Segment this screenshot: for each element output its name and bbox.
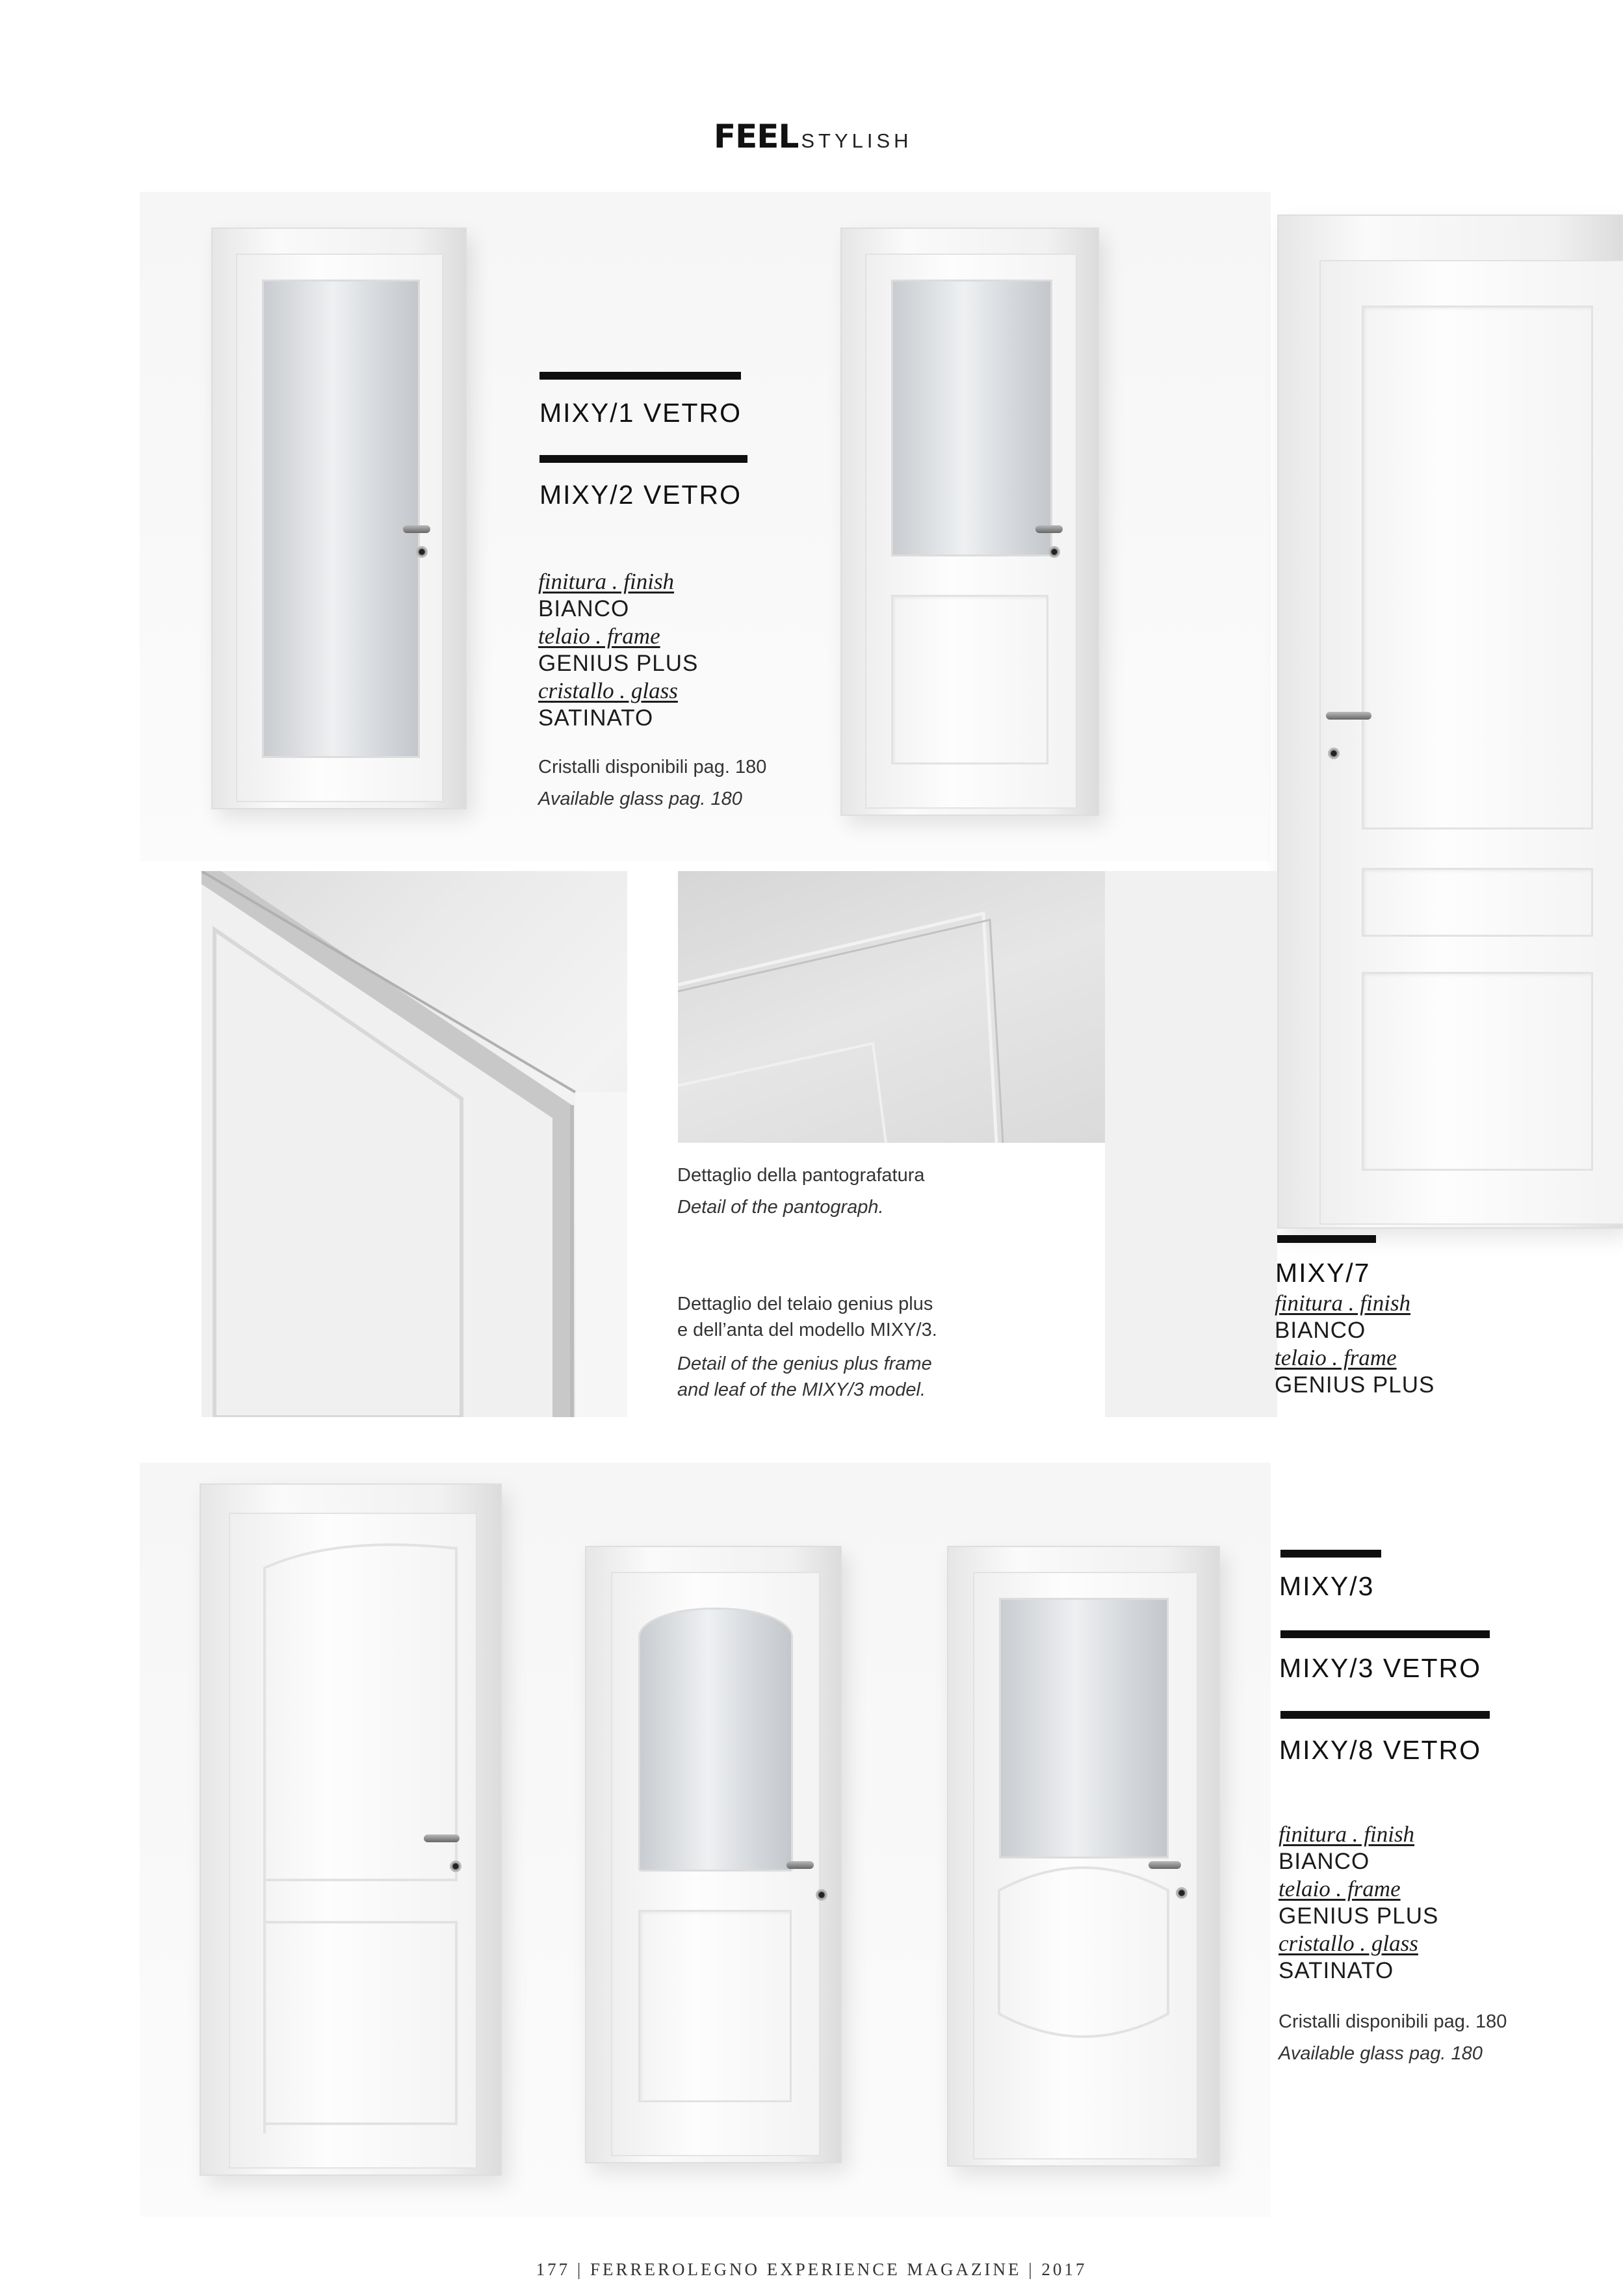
door-mixy-3 [200, 1483, 502, 2176]
model-name: MIXY/7 [1275, 1258, 1371, 1288]
spec-list [1279, 1821, 1438, 1985]
model-name: MIXY/2 VETRO [539, 480, 742, 510]
caption-en: Detail of the pantograph. [677, 1197, 884, 1218]
spec-value: BIANCO [1275, 1318, 1366, 1343]
pantograph-drawing [678, 871, 1105, 1143]
model-name: MIXY/3 [1279, 1571, 1375, 1601]
spec-label: finitura . finish [1279, 1821, 1415, 1847]
spec-value: GENIUS PLUS [538, 651, 699, 676]
divider-bar [539, 372, 741, 380]
caption-it: e dell’anta del modello MIXY/3. [677, 1320, 937, 1340]
divider-bar [539, 455, 747, 463]
door-mixy-1-vetro [211, 228, 467, 809]
divider-bar [1280, 1711, 1490, 1719]
spec-label: telaio . frame [1275, 1345, 1397, 1370]
frame-caption [677, 1291, 937, 1403]
note-en: Available glass pag. 180 [538, 789, 742, 809]
spec-label: telaio . frame [1279, 1876, 1401, 1901]
door-mixy-8-vetro [947, 1546, 1220, 2167]
door-mixy-7 [1277, 215, 1623, 1229]
spec-value: GENIUS PLUS [1275, 1372, 1435, 1398]
pantograph-detail-photo [678, 871, 1105, 1143]
section-name: STYLISH [801, 129, 913, 152]
frame-detail-drawing [201, 871, 627, 1417]
model-name: MIXY/8 VETRO [1279, 1735, 1482, 1765]
spec-label: finitura . finish [538, 569, 675, 594]
spec-value: BIANCO [1279, 1849, 1370, 1874]
pantograph-caption [677, 1160, 924, 1223]
spec-label: cristallo . glass [538, 678, 678, 703]
divider-bar [1280, 1550, 1381, 1558]
door-mixy-2-vetro [840, 228, 1099, 816]
divider-bar [1277, 1235, 1376, 1243]
caption-en: and leaf of the MIXY/3 model. [677, 1379, 926, 1400]
door-mixy-3-vetro [585, 1546, 842, 2163]
spec-label: telaio . frame [538, 623, 660, 649]
frame-detail-photo [201, 871, 627, 1417]
detail-background [1105, 871, 1277, 1417]
divider-bar [1280, 1630, 1490, 1638]
spec-value: SATINATO [1279, 1958, 1394, 1983]
spec-label: finitura . finish [1275, 1290, 1411, 1316]
spec-value: SATINATO [538, 705, 654, 731]
spec-value: BIANCO [538, 596, 630, 621]
caption-it: Dettaglio del telaio genius plus [677, 1294, 933, 1314]
brand-name: FEEL [714, 118, 799, 155]
spec-value: GENIUS PLUS [1279, 1903, 1439, 1929]
glass-note [1279, 2006, 1507, 2070]
model-name: MIXY/1 VETRO [539, 398, 742, 428]
glass-note [538, 751, 766, 815]
model-name: MIXY/3 VETRO [1279, 1653, 1482, 1683]
note-en: Available glass pag. 180 [1279, 2043, 1483, 2064]
caption-en: Detail of the genius plus frame [677, 1353, 932, 1374]
brand-logo [714, 112, 913, 155]
spec-list [538, 568, 698, 732]
note-it: Cristalli disponibili pag. 180 [538, 757, 767, 777]
spec-label: cristallo . glass [1279, 1931, 1418, 1956]
spec-list [1275, 1290, 1435, 1399]
caption-it: Dettaglio della pantografatura [677, 1165, 925, 1186]
note-it: Cristalli disponibili pag. 180 [1279, 2011, 1507, 2032]
page-footer: 177 | FERREROLEGNO EXPERIENCE MAGAZINE | 2017 [536, 2260, 1087, 2279]
